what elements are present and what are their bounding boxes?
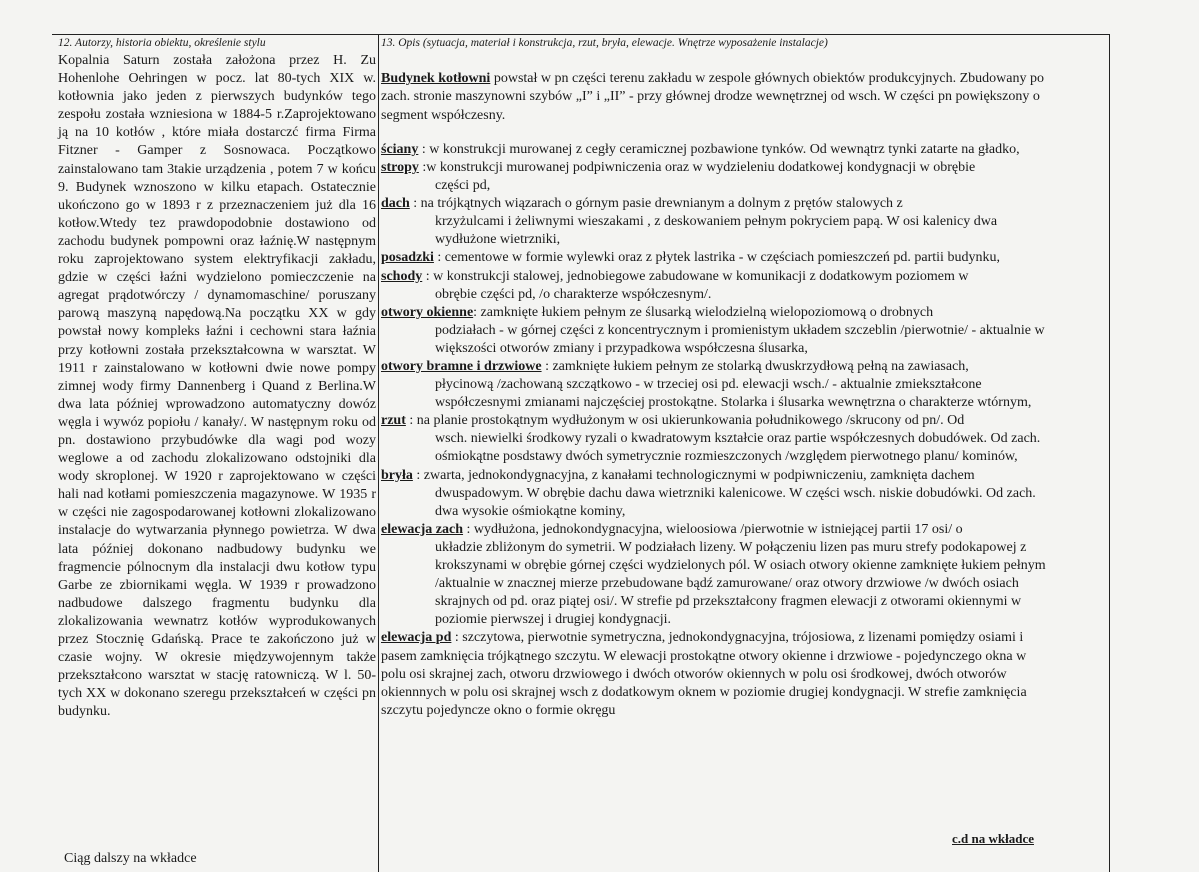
item-term: otwory bramne i drzwiowe [381, 359, 542, 375]
item-term: elewacja zach [381, 521, 464, 537]
history-heading: 12. Autorzy, historia obiektu, określenie stylu [58, 37, 266, 49]
description-item [381, 141, 1053, 159]
description-item [381, 629, 1053, 719]
item-term: ściany [381, 141, 419, 157]
description-list [381, 141, 1053, 720]
item-term: bryła [381, 467, 413, 483]
item-text: : wydłużona, jednokondygnacyjna, wieloosiowa /pierwotnie w istniejącej partii 17 osi/ o [463, 521, 963, 537]
item-continuation: części pd, [435, 178, 491, 194]
item-term: stropy [381, 159, 419, 175]
description-item [381, 521, 1053, 539]
description-item [381, 304, 1053, 322]
description-item [381, 358, 1053, 376]
item-term: otwory okienne [381, 304, 474, 320]
item-text: : w konstrukcji murowanej z cegły ceramicznej pozbawione tynków. Od wewnątrz tynki zatarte na gładko, [418, 141, 1020, 157]
item-term: elewacja pd [381, 630, 452, 646]
item-text: : zamknięte łukiem pełnym ze stolarką dwuskrzydłową pełną na zawiasach, [541, 359, 969, 375]
description-item [381, 195, 1053, 213]
item-text: : zwarta, jednokondygnacyjna, z kanałami technologicznymi w podpiwniczeniu, zamknięta dachem [412, 467, 975, 483]
item-text: : szczytowa, pierwotnie symetryczna, jednokondygnacyjna, trójosiowa, z lizenami pomiędzy osiami i pasem zamknięcia trójkątnego szczytu. W elewacji prostokątne otwory okienne i drzwiowe - pojedynczego okna w polu osi skrajnej zach, otworu drzwiowego i dwóch otworów okiennych w polu osi środkowej, dwóch otworów okiennnych w polu osi skrajnej wsch z dodatkowym oknem w poziomie drugiej kondygnacji. W strefie zamknięcia szczytu pojedyncze okno o formie okręgu [381, 630, 1027, 718]
intro-paragraph [381, 70, 1053, 125]
description-item [381, 467, 1053, 485]
history-column [58, 36, 376, 721]
description-column [381, 36, 1053, 720]
continued-reference: c.d na wkładce [952, 831, 1034, 846]
top-rule [52, 34, 1110, 35]
item-text: : cementowe w formie wylewki oraz z płytek lastrika - w częściach pomieszczeń pd. partii budynku, [433, 250, 1000, 266]
item-continuation: układzie zbliżonym do symetrii. W podziałach lizeny. W połączeniu lizen pas muru strefy podokapowej z krokszynami w obrębie górnej części wydzielonych pól. W osiach otwory okienne zamknięte łukiem pełnym /aktualnie w znacznej mierze przebudowane bądź zamurowane/ oraz otwory drzwiowe /w dwóch osiach skrajnych od pd. oraz piątej osi/. W strefie pd przekształcony fragmen elewacji z otworami okiennymi w poziomie pierwszej i drugiej kondygnacji. [435, 539, 1046, 628]
item-term: rzut [381, 413, 406, 429]
item-text: : w konstrukcji stalowej, jednobiegowe zabudowane w komunikacji z dodatkowym poziomem w [422, 268, 969, 284]
description-item [381, 159, 1053, 177]
item-text: : zamknięte łukiem pełnym ze ślusarką wielodzielną wielopoziomową o drobnych [473, 304, 934, 320]
right-border [1109, 34, 1110, 872]
item-continuation: dwuspadowym. W obrębie dachu dawa wietrzniki kalenicowe. W części wsch. niskie dobudówki. Od zach. dwa wysokie ośmiokątne kominy, [435, 485, 1036, 519]
intro-term: Budynek kotłowni [381, 71, 491, 86]
description-item [381, 268, 1053, 286]
column-divider [378, 34, 379, 872]
item-continuation: krzyżulcami i żeliwnymi wieszakami , z deskowaniem pełnym pokryciem papą. W osi kalenicy dwa wydłużone wietrzniki, [435, 214, 998, 248]
item-term: dach [381, 196, 410, 212]
intro-text: powstał w pn części terenu zakładu w zespole głównych obiektów produkcyjnych. Zbudowany po zach. stronie maszynowni szybów „I” i „II” - przy głównej drodze wewnętrznej od wsch. W części pn powiększony o segment współczesny. [381, 71, 1044, 123]
item-term: posadzki [381, 250, 434, 266]
description-heading: 13. Opis (sytuacja, materiał i konstrukcja, rzut, bryła, elewacje. Wnętrze wyposażenie instalacje) [381, 37, 828, 49]
item-text: :w konstrukcji murowanej podpiwniczenia oraz w wydzieleniu dodatkowej kondygnacji w obrębie [418, 159, 976, 175]
item-text: : na planie prostokątnym wydłużonym w osi ukierunkowania południkowego /skrucony od pn/. Od [405, 413, 965, 429]
spacer [381, 125, 1053, 141]
item-text: : na trójkątnych wiązarach o górnym pasie drewnianym a dolnym z prętów stalowych z [409, 196, 903, 212]
item-continuation: obrębie części pd, /o charakterze współczesnym/. [435, 286, 712, 302]
item-continuation: podziałach - w górnej części z koncentrycznym i promienistym układem szczeblin /pierwotnie/ - aktualnie w większości otworów zmiany i przypadkowa współczesna ślusarka, [435, 322, 1045, 356]
description-item [381, 412, 1053, 430]
continued-note: Ciąg dalszy na wkładce [64, 851, 197, 866]
item-continuation: płycinową /zachowaną szczątkowo - w trzeciej osi pd. elewacji wsch./ - aktualnie zmiekształcone współczesnymi zmianami najczęściej prostokątne. Stolarka i ślusarka wewnętrzna o charakterze wtórnym, [435, 377, 1032, 411]
history-text: Kopalnia Saturn została założona przez H. Zu Hohenlohe Oehringen w pocz. lat 80-tych XIX w. kotłownia jako jeden z pierwszych budynków tego zespołu została wzniesiona w 1884-5 r.Zaprojektowano ją na 10 kotłów , które miała dostarczć firma Firma Fitzner - Gamper z Sosnowaca. Początkowo zainstalowano tam 3takie urządzenia , potem 7 w końcu 9. Budynek wznoszono w kilku etapach. Ostatecznie ukończono go w 1893 r z przeznaczeniem już dla 16 kotłow.Wtedy tez prawdopodobnie dostawiono od zachodu budynek pompowni oraz łaźnię.W następnym roku zaprojektowano system elektryfikacji zakładu, gdzie w części łaźni wydzielono pomieczczenie na agregat prądotwórczy / dynamomaschine/ poruszany parową maszyną napędową.Na początku XX w gdy powstał nowy kompleks łaźni i cechowni stara łaźnia przy kotłowni została przekształcowna w warsztat. W 1911 r zainstalowano w kotłowni dwie nowe pompy zimnej wody firmy Dannenberg i Quand z Berlina.W dwa lata później wprowadzono automatyczny dowóz węgla i wywóz popiołu / kanały/. W następnym roku od pn. dostawiono przybudówke dla wagi pod wozy weglowe a od zachodu zlokalizowano odstojniki dla wody skroplonej. W 1920 r zaprojektowano w części hali nad kotłami pomieszczenia magazynowe. W 1935 r w części nie zagospodarowanej kotłowni zlokalizowano instalacje do wytwarzania płynnego powietrza. W dwa lata później dokonano nadbudowy budynku we fragmencie pólnocnym dla instalacji dwu kotłow typu Garbe ze zbiornikami węgla. W 1939 r prowadzono nadbudowe dalszego fragmentu budynku dla zlokalizowania wewnatrz kotłów wyprodukowanych przez Stocznię Gdańską. Prace te zakończono już w czasie wojny. W okresie międzywojennym także przekształcono warsztat w stację ratowniczą. W l. 50-tych XX w dokonano szeregu przekształceń w części pn budynku. [58, 53, 376, 720]
description-item [381, 249, 1053, 267]
item-term: schody [381, 268, 423, 284]
item-continuation: wsch. niewielki środkowy ryzali o kwadratowym kształcie oraz partie współczesnych dobudówek. Od zach. ośmiokątne posdstawy dwóch symetrycznie rozmieszczonych /względem pierwotnego planu/ kominów, [435, 431, 1041, 465]
